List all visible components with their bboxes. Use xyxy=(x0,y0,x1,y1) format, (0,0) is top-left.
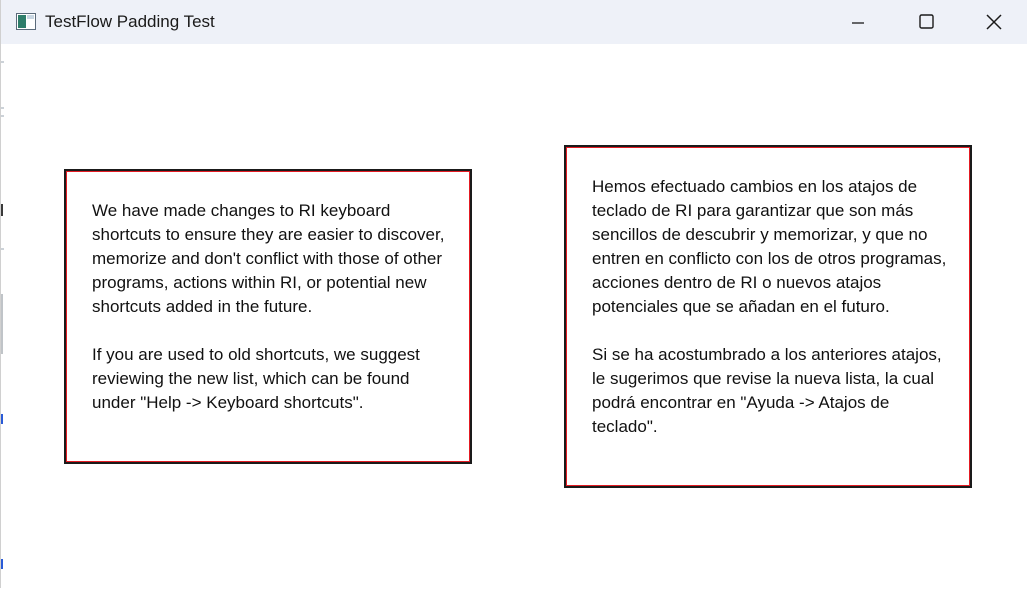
background-window-edge xyxy=(1,44,4,588)
english-message-panel xyxy=(64,169,472,464)
english-paragraph-2: If you are used to old shortcuts, we suggest reviewing the new list, which can be found under "Help -> Keyboard shortcuts". xyxy=(92,345,420,412)
minimize-button[interactable] xyxy=(823,0,893,44)
window-title: TestFlow Padding Test xyxy=(45,12,215,31)
english-paragraph-1: We have made changes to RI keyboard shortcuts to ensure they are easier to discover, memorize and don't conflict with those of other programs, actions within RI, or potential new shortcuts added in the future. xyxy=(92,201,445,316)
maximize-icon xyxy=(917,13,935,31)
close-button[interactable] xyxy=(959,0,1027,44)
maximize-button[interactable] xyxy=(891,0,961,44)
spanish-paragraph-2: Si se ha acostumbrado a los anteriores atajos, le sugerimos que revise la nueva lista, la cual podrá encontrar en "Ayuda -> Atajos de teclado". xyxy=(592,345,942,436)
close-icon xyxy=(985,13,1003,31)
title-bar[interactable] xyxy=(1,0,1027,44)
spanish-message-panel xyxy=(564,145,972,488)
english-message-text xyxy=(92,199,450,415)
app-icon xyxy=(16,13,36,30)
spanish-message-text xyxy=(592,175,950,439)
spanish-paragraph-1: Hemos efectuado cambios en los atajos de teclado de RI para garantizar que son más sencillos de descubrir y memorizar, y que no entren en conflicto con los de otros programas, acciones dentro de RI o nuevos atajos potenciales que se añadan en el futuro. xyxy=(592,177,947,316)
minimize-icon xyxy=(849,13,867,31)
